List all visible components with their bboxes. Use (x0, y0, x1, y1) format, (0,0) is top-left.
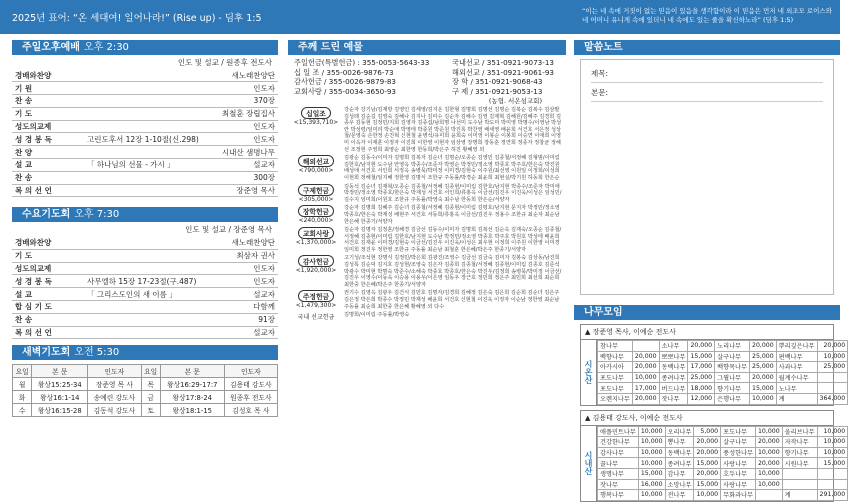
order-person: 300장 (213, 171, 278, 184)
order-person: 시내산 샘명나무 (213, 146, 278, 159)
yearly-motto: 2025년 표어: “온 세대여! 일어나라!” (Rise up) - 딤후 1:5 (12, 13, 262, 24)
wednesday-leader: 인도 및 설교 / 장준영 목사 (185, 225, 272, 235)
account-row (294, 58, 562, 68)
order-row (12, 275, 278, 288)
account-b: 구 제 / 351-0921-9053-13 (452, 86, 543, 96)
nanum-tree: 편백나무 (776, 351, 817, 362)
nanum-amount: 20,000 (756, 458, 783, 469)
sunday-header: 주일오후예배 오후 2:30 (12, 40, 278, 55)
notes-column (574, 40, 846, 502)
nanum-row (598, 458, 848, 469)
order-row (12, 82, 278, 95)
nanum-tree: 감사나무 (598, 447, 639, 458)
category-amount: <1,920,000> (295, 267, 337, 275)
nanum-amount: 18,000 (688, 383, 715, 394)
nanum-tree: 행복나무 (598, 490, 639, 501)
nanum-groups (574, 324, 846, 502)
category-donors: 고기성/조석현 강명식 김정민/박은희 김광진/조영수 김금선 김금숙 김미자 김봉숙 김상동/남진희 김성록 김순덕 김지호 김성현/조영숙 김은자 김종희 김종철/서정혜 김종현/이미림 김종호 김준석 박광수 박미현 박명숙 박준수/소해숙 박종호 박종호/한은숙 박진우/김정희 송병묵/박미정 이금선/김진우 이영수/이동욱 이승용 이용우/이은영 임동우 장근호 정민희 정은주 최민희 최선희 최순희 최한중 한은혜/박은주 한종기/서양자 (344, 255, 562, 288)
category-name: 해외선교 (298, 155, 334, 167)
order-row (12, 120, 278, 133)
order-row (12, 249, 278, 262)
nanum-tree: 올리브나무 (782, 426, 817, 437)
dawn-row (13, 391, 278, 404)
nanum-tree: 생명나무 (598, 468, 639, 479)
nanum-tree: 노나무 (776, 383, 817, 394)
nanum-amount: 20,000 (694, 437, 721, 448)
dawn-cell: 왕상16:15-28 (32, 404, 88, 417)
order-detail: 사무엘하 15장 17-23절(구.487) (84, 275, 220, 288)
nanum-amount: 16,000 (638, 479, 665, 490)
offering-categories (288, 107, 566, 310)
category-amount: <15,393,710> (293, 119, 339, 126)
nanum-amount: 291,000 (817, 490, 848, 501)
category-donors: 김광순 김동수/이미자 김명희 김복자 김순녀 김명순/오종순 김영민 김종철/서정혜 김형범/이미림 김한호/남지현 도수남 안영옥 박종수/조준자 박영순 박정민/정소영 박종호 박주호/한은숙 박진원 배성애 서건호 서인희 서정옥 송병묵/박미정 이미경/김현숙 이주원/최선영 이원일 이정희/이성희 이현희 정해철/임지혜 정한영 김명식 조한규 주동률/박경순 최윤희 최현실/박기원 하동희 한은순 (344, 155, 560, 181)
account-row (294, 68, 562, 78)
nanum-amount: 20,000 (694, 447, 721, 458)
dawn-cell: 월 (13, 378, 32, 391)
dawn-col-header: 본 문 (32, 365, 88, 378)
wednesday-order (12, 236, 278, 339)
order-detail (84, 326, 220, 339)
order-person: 설교자 (220, 326, 278, 339)
order-row (12, 300, 278, 313)
nanum-tree: 뽕나무 (665, 437, 694, 448)
order-detail (84, 146, 213, 159)
nanum-amount: 17,000 (632, 383, 659, 394)
account-a: 십 일 조 / 355-0026-9876-73 (294, 67, 394, 77)
nanum-amount: 10,000 (756, 426, 783, 437)
order-row (12, 107, 278, 120)
nanum-tree: 잣나무 (598, 479, 639, 490)
nanum-group-head: ▲ 김용태 강도사, 이예순 전도사 (581, 411, 833, 426)
order-item: 기 도 (12, 249, 84, 262)
order-detail (84, 69, 213, 82)
account-list (288, 55, 566, 96)
offering-header: 주께 드린 예물 (288, 40, 566, 55)
nanum-row (598, 426, 848, 437)
nanum-amount: 364,000 (817, 393, 848, 404)
dawn-cell: 왕상15:25-34 (32, 378, 88, 391)
category-amount: <1,479,300> (295, 302, 337, 310)
nanum-amount: 25,000 (817, 362, 848, 373)
scripture-verse: “이는 네 속에 거짓이 없는 믿음이 있음을 생각함이라 이 믿음은 먼저 네 외조모 로이스와 네 어머니 유니게 속에 있더니 네 속에도 있는 줄을 확신하노라” (딤후 1:5) (582, 7, 832, 24)
nanum-amount: 10,000 (817, 447, 848, 458)
order-person: 새노래찬양단 (213, 69, 278, 82)
nanum-row (598, 383, 848, 394)
nanum-amount: 15,000 (688, 351, 715, 362)
nanum-tree: 아카시아 (598, 362, 633, 373)
nanum-row (598, 341, 848, 352)
order-person: 인도자 (220, 262, 278, 275)
nanum-amount: 10,000 (756, 447, 783, 458)
order-detail: 고린도후서 12장 1-10절(신.298) (84, 133, 213, 146)
nanum-tree: 잣나무 (659, 393, 688, 404)
nanum-tree: 동백나무 (665, 447, 694, 458)
nanum-amount (632, 341, 659, 352)
order-person: 최철훈 장립집사 (213, 107, 278, 120)
nanum-amount: 10,000 (632, 372, 659, 383)
nanum-tree: 건강한나무 (598, 437, 639, 448)
order-item: 찬 양 (12, 146, 84, 159)
category-name: 감사헌금 (298, 255, 334, 267)
order-item: 설 교 (12, 288, 84, 301)
nanum-tree: 오렌지나무 (598, 393, 633, 404)
nanum-amount: 10,000 (756, 468, 783, 479)
category-name: 장학헌금 (298, 205, 334, 217)
account-a: 주일헌금(특별헌금) : 355-0053-5643-33 (294, 58, 430, 67)
order-row (12, 159, 278, 172)
nanum-tree: 포도나무 (598, 383, 633, 394)
nanum-amount: 5,000 (694, 426, 721, 437)
memo-header: 말씀노트 (574, 40, 840, 55)
order-person: 91장 (220, 313, 278, 326)
nanum-tree: 종려나무 (659, 372, 688, 383)
sunday-order (12, 69, 278, 197)
order-item: 합 심 기 도 (12, 300, 84, 313)
dawn-cell: 김용태 강도사 (224, 378, 277, 391)
order-item: 성 경 봉 독 (12, 275, 84, 288)
category-name: 주정헌금 (298, 290, 334, 302)
wednesday-header: 수요기도회 오후 7:30 (12, 207, 278, 222)
nanum-amount: 10,000 (756, 479, 783, 490)
nanum-tree: 백향목나무 (715, 362, 750, 373)
nanum-group-name: 시내산 (581, 426, 597, 501)
nanum-amount: 10,000 (817, 351, 848, 362)
order-item: 설 교 (12, 159, 84, 172)
order-item: 성도의교제 (12, 120, 84, 133)
order-row (12, 171, 278, 184)
offering-category (288, 227, 566, 253)
nanum-row (598, 468, 848, 479)
nanum-amount: 10,000 (638, 447, 665, 458)
nanum-tree: 은행나무 (715, 393, 750, 404)
category-donors: 김동석 김순녀 김재혁/오종순 김종철/서정혜 김종현/이미림 김한호/남지현 박종수/조준자 박미애 박정민/정소영 박종호/한은숙 박재성 서건호 서인희/류홍옥 이금선/김진우 이진욱/이성은 임성민/김수지 임미희/이원호 조한규 주동률/박영숙 최수남 한동희 한은순/서양자 (344, 183, 562, 203)
nanum-tree: 백향나무 (598, 351, 633, 362)
nanum-row (598, 447, 848, 458)
nanum-amount: 10,000 (638, 458, 665, 469)
nanum-amount: 10,000 (817, 437, 848, 448)
dawn-cell: 금 (141, 391, 160, 404)
dawn-cell: 송예린 강도사 (88, 391, 141, 404)
nanum-amount: 20,000 (632, 351, 659, 362)
nanum-header: 나무모임 (574, 305, 840, 320)
nanum-amount: 10,000 (638, 490, 665, 501)
nanum-tree: 소나무 (659, 341, 688, 352)
order-person: 인도자 (213, 133, 278, 146)
offering-category (288, 107, 566, 153)
dawn-col-header: 인도자 (224, 365, 277, 378)
nanum-tree: 오리나무 (665, 426, 694, 437)
nanum-tree: 참나무 (598, 341, 633, 352)
order-person: 인도자 (213, 82, 278, 95)
order-detail (84, 95, 213, 108)
order-person: 인도자 (213, 120, 278, 133)
nanum-tree: 살구나무 (715, 351, 750, 362)
nanum-tree: 살구나무 (721, 437, 756, 448)
nanum-tree: 향기나무 (782, 447, 817, 458)
nanum-tree: 감나무 (665, 468, 694, 479)
nanum-tree: 소망나무 (665, 479, 694, 490)
nanum-amount: 15,000 (817, 458, 848, 469)
order-item: 찬 송 (12, 95, 84, 108)
domestic-offering: 국내 선교헌금 김명희/이미림 주동률/박영숙 (297, 312, 410, 322)
nanum-tree: 뽀뽀나무 (659, 351, 688, 362)
dawn-cell: 화 (13, 391, 32, 404)
nanum-tree: 포도나무 (598, 372, 633, 383)
nanum-group (580, 410, 846, 502)
order-detail (84, 184, 213, 197)
nanum-row (598, 372, 848, 383)
order-item: 복 의 선 언 (12, 326, 84, 339)
order-row (12, 146, 278, 159)
nanum-row (598, 362, 848, 373)
dawn-cell: 왕상18:1-15 (160, 404, 224, 417)
nanum-amount: 20,000 (632, 362, 659, 373)
account-a: 교회사랑 / 355-0034-3650-93 (294, 86, 396, 96)
nanum-group-name: 시온산 (581, 340, 597, 405)
order-person: 인도자 (220, 275, 278, 288)
nanum-tree: 무화과나무 (721, 490, 756, 501)
nanum-table (597, 340, 848, 405)
order-detail: 「 그리스도인의 새 이름 」 (84, 288, 220, 301)
nanum-amount (817, 479, 848, 490)
dawn-cell: 장준영 목 사 (88, 378, 141, 391)
nanum-tree: 사랑나무 (721, 479, 756, 490)
category-name: 구제헌금 (298, 184, 334, 196)
nanum-amount: 25,000 (750, 351, 777, 362)
dawn-cell: 토 (141, 404, 160, 417)
nanum-tree: 애플민트나무 (598, 426, 639, 437)
dawn-col-header: 인도자 (88, 365, 141, 378)
nanum-tree: 호두나무 (721, 468, 756, 479)
nanum-tree (782, 468, 817, 479)
dawn-row (13, 378, 278, 391)
category-donors: 김순자 김명자 김정훈/정해경 김금선 김동수/이미자 김명희 김복선 김순옥 김재숙/오종순 김종철/서정혜 김종현/이미림 김한호/남지현 도수남 박정민/정소영 박종호 박주호 박원호 박성태 배윤희 서건호 김재윤 이미경/김현숙 이금선/김진우 이진욱/이성은 최우현 이정희 이주원 이한영 이미경 임미희 정진우 정한영 조한규 주동률 최순남 최철훈 한은혜/박은주 한종기/서양자 (344, 227, 562, 253)
order-person: 최삼자 권사 (220, 249, 278, 262)
offering-category (288, 290, 566, 310)
category-amount: <305,000> (298, 195, 334, 203)
sunday-leader: 인도 및 설교 / 원종후 전도사 (177, 58, 272, 67)
nanum-tree: 향기나무 (715, 383, 750, 394)
order-detail (84, 171, 213, 184)
nanum-amount: 20,000 (756, 437, 783, 448)
nanum-row (598, 437, 848, 448)
account-a: 감사헌금 / 355-0026-9879-83 (294, 77, 396, 86)
order-detail (84, 262, 220, 275)
nanum-tree: 그뭘나무 (715, 372, 750, 383)
nanum-tree: 시원나무 (782, 458, 817, 469)
memo-box[interactable] (580, 59, 834, 295)
dawn-cell: 김동석 강도사 (88, 404, 141, 417)
dawn-cell: 목 (141, 378, 160, 391)
order-person: 장준영 목사 (213, 184, 278, 197)
offering-category (288, 255, 566, 288)
nanum-tree (782, 479, 817, 490)
order-row (12, 262, 278, 275)
order-row (12, 69, 278, 82)
nanum-amount: 20,000 (694, 468, 721, 479)
order-item: 경배와찬양 (12, 236, 84, 249)
nanum-tree: 전나무 (665, 490, 694, 501)
category-amount: <790,000> (298, 167, 334, 175)
bank-name: (농협. 서온섬교회) (488, 97, 542, 105)
nanum-amount: 10,000 (638, 437, 665, 448)
dawn-cell: 왕상16:1-14 (32, 391, 88, 404)
category-donors: 강순자 강기남/김재방 김영인 김세영/김지온 김한형 김명희 김명선 김명순 김복순 김복수 김삼팔 김성래 김순길 김영숙 김혜나 김지나 김미수 김순자 김해수 김영 김제혁 김혜원/김혜주 김경희 김종우 김동현 김정민/지희 김영자 김종섭/남희명 나선미 도수남 박도미 박미영 박명수/이영남 박성란 박성령/임미리 박순애 박영태 박종원 박준원 박진록 박찬영 배세영 배윤희 서건호 서은정 성상철/문영숙 손한정 손진혁 신현철 윤병석/유미희 윤희숙 이미영 이봉순 이봉희 이승연 이애희 이영미 이옥자 이재훈 이정자 이진희 이한영 이현자 임상영 장명희 장동훈 정연희 정종자 정창균 정해선 조정현 주영희 최영순 최한영 한동희/박은주 허진 황혜영 외 (344, 107, 562, 153)
order-detail (84, 313, 220, 326)
order-item: 찬 송 (12, 171, 84, 184)
order-row (12, 184, 278, 197)
order-detail (84, 300, 220, 313)
nanum-amount: 20,000 (688, 341, 715, 352)
category-name: 십일조 (301, 107, 331, 119)
nanum-amount: 20,000 (632, 393, 659, 404)
nanum-group-head: ▲ 장준영 목사, 이예순 전도사 (581, 325, 833, 340)
order-detail: 「 하나님의 선물 - 가시 」 (84, 159, 213, 172)
nanum-amount: 25,000 (750, 362, 777, 373)
account-row (294, 77, 562, 87)
nanum-amount: 15,000 (750, 383, 777, 394)
category-name: 교회사랑 (298, 227, 334, 239)
dawn-col-header: 본 문 (160, 365, 224, 378)
account-b: 국내선교 / 351-0921-9073-13 (452, 58, 554, 67)
nanum-table (597, 426, 848, 501)
nanum-amount (817, 468, 848, 479)
order-detail (84, 236, 220, 249)
order-detail (84, 120, 213, 133)
nanum-tree: 버드나무 (659, 383, 688, 394)
nanum-tree: 자작나무 (782, 437, 817, 448)
nanum-amount: 15,000 (694, 458, 721, 469)
account-b: 해외선교 / 351-0921-9061-93 (452, 67, 554, 77)
nanum-tree: 종려나무 (665, 458, 694, 469)
category-donors: 강순자 김명희 김혜주 김순녀 김종철/서정혜 김종현/이미림 김평호/남지현 문지자 박정민/정소영 박종호/한은숙 박재성 배현주 서건호 서동희/류홍옥 이금선/김진우 정용수 조한규 최순자 최순남 한은혜 한종기/서양자 (344, 205, 560, 225)
nanum-row (598, 490, 848, 501)
dawn-col-header: 요일 (13, 365, 32, 378)
order-person: 370장 (213, 95, 278, 108)
order-row (12, 326, 278, 339)
nanum-amount: 20,000 (750, 341, 777, 352)
order-row (12, 288, 278, 301)
order-item: 기 원 (12, 82, 84, 95)
nanum-amount: 15,000 (638, 468, 665, 479)
dawn-table (12, 364, 278, 417)
category-amount: <1,370,000> (295, 239, 337, 247)
nanum-tree: 뿌리깊은나무 (776, 341, 817, 352)
offering-category (288, 184, 566, 204)
nanum-amount: 17,000 (688, 362, 715, 373)
nanum-tree: 사과나무 (776, 362, 817, 373)
nanum-tree: 계 (776, 393, 817, 404)
nanum-tree: 계 (782, 490, 817, 501)
category-donors: 권기수 김영옥 김광우 김건식 김민호 김명자/김경희 김혜정 김은숙 김은희 김순희 김순녀 김은주 김은정 박은희 박종수 박정민 박재성 배윤희 서건호 신현철 이진욱 이정자 이순남 정한영 최순남 주동률 최순희 최한중 한은혜 황혜영 외 다수 (344, 290, 560, 310)
nanum-amount: 10,000 (638, 426, 665, 437)
dawn-cell: 왕상16:29-17:7 (160, 378, 224, 391)
nanum-tree: 포도나무 (721, 426, 756, 437)
order-item: 찬 송 (12, 313, 84, 326)
category-amount: <240,000> (298, 217, 334, 225)
dawn-cell: 왕상17:8-24 (160, 391, 224, 404)
order-detail (84, 82, 213, 95)
offering-column (288, 40, 566, 321)
dawn-cell: 김성호 목 사 (224, 404, 277, 417)
dawn-header: 새벽기도회 오전 5:30 (12, 345, 278, 360)
nanum-tree: 풍성한나무 (721, 447, 756, 458)
nanum-amount: 15,000 (694, 479, 721, 490)
order-person: 다함께 (220, 300, 278, 313)
order-item: 성도의교제 (12, 262, 84, 275)
order-row (12, 95, 278, 108)
nanum-amount: 10,000 (817, 426, 848, 437)
offering-category (288, 155, 566, 181)
nanum-amount (756, 490, 783, 501)
nanum-row (598, 393, 848, 404)
nanum-tree: 사랑나무 (721, 458, 756, 469)
order-detail (84, 107, 213, 120)
worship-column (12, 40, 278, 417)
dawn-cell: 수 (13, 404, 32, 417)
nanum-amount: 12,000 (688, 393, 715, 404)
nanum-amount: 10,000 (750, 393, 777, 404)
nanum-tree: 동백나무 (659, 362, 688, 373)
nanum-amount: 20,000 (817, 341, 848, 352)
order-detail (84, 249, 220, 262)
top-banner (0, 0, 840, 34)
nanum-group (580, 324, 846, 406)
nanum-tree: 노리나무 (715, 341, 750, 352)
nanum-amount: 25,000 (688, 372, 715, 383)
nanum-amount: 10,000 (694, 490, 721, 501)
order-person: 새노래찬양단 (220, 236, 278, 249)
order-item: 복 의 선 언 (12, 184, 84, 197)
dawn-row (13, 404, 278, 417)
order-row (12, 133, 278, 146)
order-item: 성 경 봉 독 (12, 133, 84, 146)
order-person: 설교자 (220, 288, 278, 301)
order-item: 기 도 (12, 107, 84, 120)
nanum-row (598, 479, 848, 490)
dawn-cell: 원종후 전도사 (224, 391, 277, 404)
dawn-col-header: 요일 (141, 365, 160, 378)
order-person: 설교자 (213, 159, 278, 172)
account-b: 장 학 / 351-0921-9068-43 (452, 77, 543, 86)
nanum-amount: 20,000 (750, 372, 777, 383)
nanum-amount (817, 383, 848, 394)
memo-body-line: 본문: (591, 87, 823, 102)
offering-category (288, 205, 566, 225)
nanum-row (598, 351, 848, 362)
order-row (12, 236, 278, 249)
order-item: 경배와찬양 (12, 69, 84, 82)
order-row (12, 313, 278, 326)
nanum-tree: 꿀나무 (598, 458, 639, 469)
nanum-amount (817, 372, 848, 383)
account-row (294, 87, 562, 97)
memo-title-line: 제목: (591, 68, 823, 83)
nanum-tree: 월계수나무 (776, 372, 817, 383)
